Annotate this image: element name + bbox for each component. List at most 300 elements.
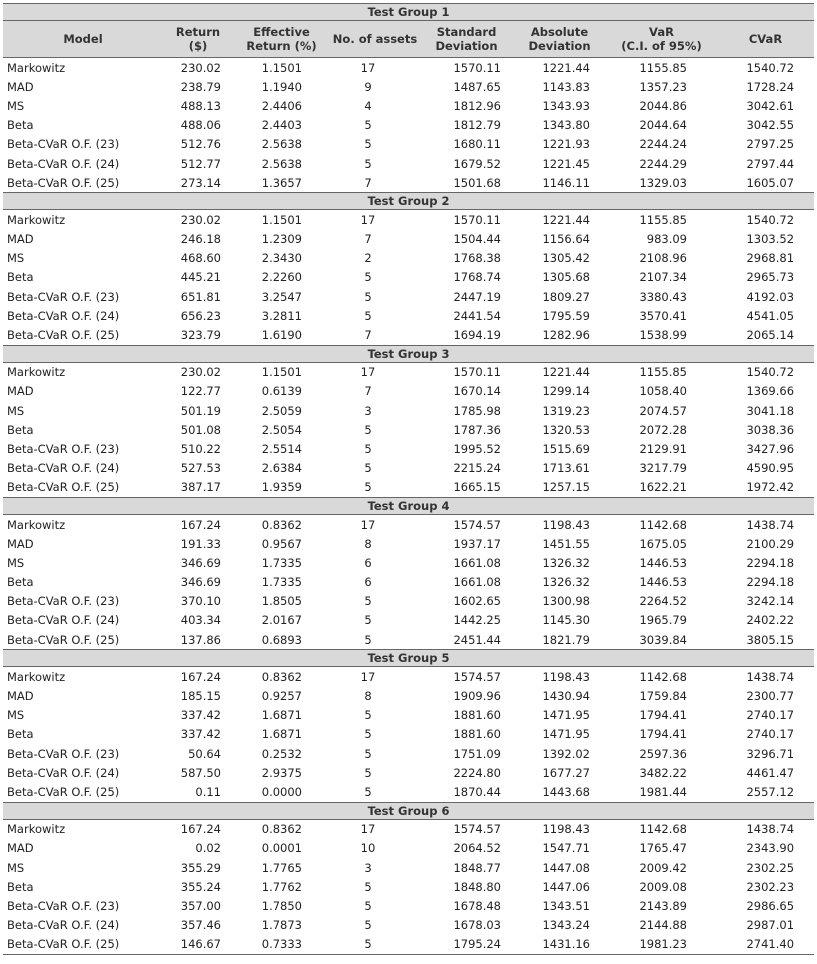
header-line: Deviation (435, 39, 498, 53)
model-cell: Beta-CVaR O.F. (24) (7, 613, 120, 628)
table-row (3, 877, 814, 896)
std-dev-cell: 1574.57 (453, 517, 501, 532)
table-row (3, 744, 814, 763)
var-cell: 1794.41 (639, 708, 687, 723)
model-cell: Markowitz (7, 517, 66, 532)
std-dev-cell: 1574.57 (453, 822, 501, 837)
model-cell: Beta-CVaR O.F. (24) (7, 308, 120, 323)
num-assets-cell: 5 (364, 461, 372, 476)
return-cell: 355.24 (180, 879, 221, 894)
effective-return-cell: 2.9375 (261, 765, 302, 780)
abs-dev-cell: 1326.32 (542, 575, 590, 590)
return-cell: 501.19 (180, 403, 221, 418)
model-cell: Beta-CVaR O.F. (23) (7, 746, 120, 761)
cvar-cell: 2557.12 (717, 782, 814, 802)
model-cell: Beta-CVaR O.F. (24) (7, 461, 120, 476)
table-row (3, 896, 814, 915)
group-title-row (3, 193, 814, 210)
num-assets-cell: 10 (360, 841, 376, 856)
num-assets-cell: 5 (364, 746, 372, 761)
effective-return-cell: 0.8362 (261, 822, 302, 837)
var-cell: 983.09 (646, 232, 687, 247)
return-cell: 346.69 (180, 575, 221, 590)
var-cell: 3482.22 (639, 765, 687, 780)
cvar-cell: 1972.42 (717, 478, 814, 498)
return-cell: 510.22 (180, 441, 221, 456)
abs-dev-cell: 1305.68 (542, 270, 590, 285)
num-assets-cell: 9 (364, 79, 372, 94)
effective-return-cell: 2.3430 (261, 251, 302, 266)
num-assets-cell: 5 (364, 422, 372, 437)
num-assets-cell: 6 (364, 575, 372, 590)
std-dev-cell: 1937.17 (453, 536, 501, 551)
abs-dev-cell: 1221.44 (542, 60, 590, 75)
return-cell: 357.00 (180, 898, 221, 913)
std-dev-cell: 1909.96 (453, 689, 501, 704)
abs-dev-cell: 1326.32 (542, 555, 590, 570)
return-cell: 656.23 (180, 308, 221, 323)
table-body (3, 4, 814, 955)
num-assets-cell: 5 (364, 118, 372, 133)
std-dev-cell: 1661.08 (453, 575, 501, 590)
var-cell: 1142.68 (639, 822, 687, 837)
abs-dev-cell: 1221.44 (542, 365, 590, 380)
return-cell: 50.64 (188, 746, 221, 761)
var-cell: 1446.53 (639, 555, 687, 570)
cvar-cell: 3042.61 (746, 98, 795, 113)
effective-return-cell: 1.9359 (233, 478, 330, 498)
model-cell: Markowitz (7, 60, 66, 75)
num-assets-cell: 5 (364, 441, 372, 456)
cvar-cell: 2741.40 (717, 935, 814, 955)
table-row (3, 630, 814, 650)
table-row (3, 401, 814, 420)
num-assets-cell: 8 (364, 536, 372, 551)
var-cell: 1155.85 (639, 212, 687, 227)
var-cell: 2044.86 (639, 98, 687, 113)
cvar-cell: 1540.72 (746, 365, 795, 380)
cvar-cell: 2987.01 (746, 918, 795, 933)
return-cell: 387.17 (163, 478, 233, 498)
num-assets-cell: 17 (360, 669, 376, 684)
model-cell: Beta (7, 118, 34, 133)
abs-dev-cell: 1515.69 (542, 441, 590, 456)
abs-dev-cell: 1471.95 (542, 727, 590, 742)
header-line: Return (%) (246, 39, 317, 53)
cvar-cell: 2065.14 (717, 325, 814, 345)
std-dev-cell: 1504.44 (453, 232, 501, 247)
group-title: Test Group 5 (3, 650, 814, 667)
effective-return-cell: 0.6139 (261, 384, 302, 399)
model-cell: Markowitz (7, 212, 66, 227)
cvar-cell: 2797.44 (746, 156, 795, 171)
var-cell: 1622.21 (606, 478, 717, 498)
model-cell: Beta-CVaR O.F. (23) (7, 898, 120, 913)
cvar-cell: 2294.18 (746, 555, 795, 570)
header-line: Effective (253, 25, 310, 39)
var-cell: 2072.28 (639, 422, 687, 437)
return-cell: 346.69 (180, 555, 221, 570)
table-row (3, 325, 814, 345)
std-dev-cell: 1694.19 (420, 325, 513, 345)
num-assets-cell: 7 (364, 232, 372, 247)
std-dev-cell: 1442.25 (453, 613, 501, 628)
cvar-cell: 2402.22 (746, 613, 795, 628)
effective-return-cell: 1.6871 (261, 727, 302, 742)
return-cell: 0.02 (195, 841, 221, 856)
var-cell: 3380.43 (639, 289, 687, 304)
abs-dev-cell: 1320.53 (542, 422, 590, 437)
var-cell: 3570.41 (639, 308, 687, 323)
cvar-cell: 3038.36 (746, 422, 795, 437)
model-cell: Beta (7, 270, 34, 285)
table-row (3, 553, 814, 572)
model-cell: Beta-CVaR O.F. (23) (7, 289, 120, 304)
group-title-row (3, 497, 814, 514)
abs-dev-cell: 1392.02 (542, 746, 590, 761)
num-assets-cell: 8 (364, 689, 372, 704)
group-title: Test Group 1 (3, 4, 814, 21)
abs-dev-cell: 1198.43 (542, 517, 590, 532)
model-cell: Markowitz (7, 365, 66, 380)
cvar-cell: 2965.73 (746, 270, 795, 285)
var-cell: 2074.57 (639, 403, 687, 418)
group-title-row (3, 802, 814, 819)
effective-return-cell: 0.9567 (261, 536, 302, 551)
group-title: Test Group 4 (3, 497, 814, 514)
table-row (3, 686, 814, 705)
effective-return-cell: 1.7762 (261, 879, 302, 894)
return-cell: 185.15 (180, 689, 221, 704)
cvar-cell: 3042.55 (746, 118, 795, 133)
return-cell: 337.42 (180, 708, 221, 723)
model-cell: Beta (7, 422, 34, 437)
std-dev-cell: 2224.80 (453, 765, 501, 780)
model-cell: MS (7, 403, 25, 418)
header-line: Return (175, 25, 221, 39)
abs-dev-cell: 1443.68 (513, 782, 606, 802)
abs-dev-cell: 1257.15 (513, 478, 606, 498)
var-cell: 1794.41 (639, 727, 687, 742)
group-title-row (3, 4, 814, 21)
std-dev-header (420, 21, 513, 58)
std-dev-cell: 1768.74 (453, 270, 501, 285)
table-row (3, 116, 814, 135)
var-cell: 1142.68 (639, 517, 687, 532)
effective-return-cell: 2.2260 (261, 270, 302, 285)
return-cell: 337.42 (180, 727, 221, 742)
effective-return-cell: 3.2811 (261, 308, 302, 323)
return-cell: 167.24 (180, 822, 221, 837)
abs-dev-cell: 1809.27 (542, 289, 590, 304)
return-cell: 323.79 (163, 325, 233, 345)
header-line: (C.I. of 95%) (621, 39, 702, 53)
effective-return-header (233, 21, 330, 58)
cvar-cell: 2968.81 (746, 251, 795, 266)
cvar-cell: 3242.14 (746, 594, 795, 609)
cvar-cell: 3805.15 (717, 630, 814, 650)
num-assets-cell: 17 (360, 517, 376, 532)
num-assets-cell: 5 (364, 898, 372, 913)
table-row (3, 173, 814, 193)
cvar-cell: 2302.23 (746, 879, 795, 894)
var-header (606, 21, 717, 58)
effective-return-cell: 1.6190 (233, 325, 330, 345)
cvar-cell: 1605.07 (717, 173, 814, 193)
std-dev-cell: 1812.96 (453, 98, 501, 113)
cvar-cell: 1728.24 (746, 79, 795, 94)
abs-dev-cell: 1343.24 (542, 918, 590, 933)
effective-return-cell: 2.5638 (261, 137, 302, 152)
table-row (3, 306, 814, 325)
effective-return-cell: 1.8505 (261, 594, 302, 609)
std-dev-cell: 1785.98 (453, 403, 501, 418)
effective-return-cell: 2.4406 (261, 98, 302, 113)
num-assets-cell: 5 (364, 156, 372, 171)
model-cell: Beta-CVaR O.F. (25) (3, 782, 163, 802)
abs-dev-cell: 1143.83 (542, 79, 590, 94)
return-cell: 246.18 (180, 232, 221, 247)
return-cell: 230.02 (180, 365, 221, 380)
model-cell: Beta-CVaR O.F. (25) (3, 478, 163, 498)
return-cell: 512.76 (180, 137, 221, 152)
abs-dev-cell: 1198.43 (542, 822, 590, 837)
return-cell: 651.81 (180, 289, 221, 304)
effective-return-cell: 1.1940 (261, 79, 302, 94)
std-dev-cell: 2215.24 (453, 461, 501, 476)
model-cell: Beta-CVaR O.F. (23) (7, 441, 120, 456)
model-cell: Beta-CVaR O.F. (25) (3, 630, 163, 650)
effective-return-cell: 1.7335 (261, 575, 302, 590)
cvar-cell: 3296.71 (746, 746, 795, 761)
var-cell: 2597.36 (639, 746, 687, 761)
group-title: Test Group 2 (3, 193, 814, 210)
model-cell: MS (7, 98, 25, 113)
abs-dev-cell: 1471.95 (542, 708, 590, 723)
cvar-cell: 2302.25 (746, 860, 795, 875)
table-row (3, 459, 814, 478)
return-cell: 587.50 (180, 765, 221, 780)
num-assets-cell: 5 (330, 630, 420, 650)
var-cell: 1155.85 (639, 365, 687, 380)
table-row (3, 362, 814, 382)
return-cell: 527.53 (180, 461, 221, 476)
std-dev-cell: 2451.44 (420, 630, 513, 650)
abs-dev-cell: 1221.44 (542, 212, 590, 227)
model-cell: Beta-CVaR O.F. (25) (3, 935, 163, 955)
group-title: Test Group 6 (3, 802, 814, 819)
cvar-cell: 1540.72 (746, 60, 795, 75)
std-dev-cell: 1501.68 (420, 173, 513, 193)
cvar-cell: 2100.29 (746, 536, 795, 551)
num-assets-cell: 5 (364, 708, 372, 723)
return-cell: 230.02 (180, 60, 221, 75)
model-header (3, 21, 163, 58)
table-row (3, 573, 814, 592)
return-cell: 403.34 (180, 613, 221, 628)
table-row (3, 96, 814, 115)
std-dev-cell: 1795.24 (420, 935, 513, 955)
var-cell: 1446.53 (639, 575, 687, 590)
num-assets-cell: 5 (330, 478, 420, 498)
table-row (3, 763, 814, 782)
var-cell: 2009.08 (639, 879, 687, 894)
cvar-cell: 4541.05 (746, 308, 795, 323)
cvar-cell: 4461.47 (746, 765, 795, 780)
abs-dev-cell: 1319.23 (542, 403, 590, 418)
num-assets-cell: 5 (364, 308, 372, 323)
model-cell: Beta-CVaR O.F. (24) (7, 918, 120, 933)
std-dev-cell: 1787.36 (453, 422, 501, 437)
num-assets-cell: 6 (364, 555, 372, 570)
table-row (3, 268, 814, 287)
return-cell: 445.21 (180, 270, 221, 285)
table-row (3, 58, 814, 78)
std-dev-cell: 1881.60 (453, 727, 501, 742)
header-line: VaR (649, 25, 674, 39)
effective-return-cell: 0.0001 (261, 841, 302, 856)
num-assets-cell: 5 (364, 918, 372, 933)
cvar-cell: 1438.74 (746, 517, 795, 532)
var-cell: 3039.84 (606, 630, 717, 650)
model-cell: MAD (7, 689, 34, 704)
var-cell: 1538.99 (606, 325, 717, 345)
num-assets-cell: 5 (364, 270, 372, 285)
num-assets-cell: 5 (330, 935, 420, 955)
cvar-cell: 2797.25 (746, 137, 795, 152)
var-cell: 1981.44 (606, 782, 717, 802)
num-assets-cell: 17 (360, 365, 376, 380)
return-cell: 137.86 (163, 630, 233, 650)
std-dev-cell: 1570.11 (453, 365, 501, 380)
num-assets-cell: 17 (360, 212, 376, 227)
var-cell: 2009.42 (639, 860, 687, 875)
cvar-cell: 2343.90 (746, 841, 795, 856)
model-cell: MS (7, 251, 25, 266)
table-row (3, 858, 814, 877)
num-assets-cell: 2 (364, 251, 372, 266)
return-cell: 512.77 (180, 156, 221, 171)
group-title-row (3, 345, 814, 362)
num-assets-cell: 3 (364, 403, 372, 418)
effective-return-cell: 3.2547 (261, 289, 302, 304)
table-row (3, 77, 814, 96)
std-dev-cell: 1570.11 (453, 212, 501, 227)
effective-return-cell: 0.0000 (233, 782, 330, 802)
effective-return-cell: 1.1501 (261, 60, 302, 75)
effective-return-cell: 1.3657 (233, 173, 330, 193)
model-cell: MAD (7, 536, 34, 551)
var-cell: 2143.89 (639, 898, 687, 913)
model-cell: MS (7, 860, 25, 875)
results-table (3, 3, 814, 955)
model-cell: MAD (7, 384, 34, 399)
var-cell: 2108.96 (639, 251, 687, 266)
table-row (3, 478, 814, 498)
num-assets-cell: 5 (364, 765, 372, 780)
var-cell: 2107.34 (639, 270, 687, 285)
table-row (3, 592, 814, 611)
std-dev-cell: 2064.52 (453, 841, 501, 856)
table-row (3, 287, 814, 306)
model-cell: Beta-CVaR O.F. (25) (3, 173, 163, 193)
std-dev-cell: 1680.11 (453, 137, 501, 152)
effective-return-cell: 0.8362 (261, 517, 302, 532)
table-row (3, 249, 814, 268)
return-cell: 357.46 (180, 918, 221, 933)
effective-return-cell: 2.5638 (261, 156, 302, 171)
return-cell: 167.24 (180, 517, 221, 532)
effective-return-cell: 0.9257 (261, 689, 302, 704)
abs-dev-cell: 1282.96 (513, 325, 606, 345)
effective-return-cell: 2.5054 (261, 422, 302, 437)
effective-return-cell: 1.1501 (261, 365, 302, 380)
cvar-cell: 2986.65 (746, 898, 795, 913)
effective-return-cell: 2.5059 (261, 403, 302, 418)
table-row (3, 230, 814, 249)
abs-dev-cell: 1146.11 (513, 173, 606, 193)
effective-return-cell: 1.6871 (261, 708, 302, 723)
std-dev-cell: 1678.48 (453, 898, 501, 913)
effective-return-cell: 1.7335 (261, 555, 302, 570)
var-cell: 1142.68 (639, 669, 687, 684)
table-row (3, 667, 814, 687)
std-dev-cell: 1670.14 (453, 384, 501, 399)
cvar-cell: 2300.77 (746, 689, 795, 704)
effective-return-cell: 2.4403 (261, 118, 302, 133)
return-cell: 191.33 (180, 536, 221, 551)
table-row (3, 839, 814, 858)
model-cell: MAD (7, 79, 34, 94)
return-cell: 273.14 (163, 173, 233, 193)
std-dev-cell: 1812.79 (453, 118, 501, 133)
var-cell: 2144.88 (639, 918, 687, 933)
var-cell: 2044.64 (639, 118, 687, 133)
num-assets-header (330, 21, 420, 58)
abs-dev-cell: 1547.71 (542, 841, 590, 856)
table-row (3, 725, 814, 744)
cvar-cell: 2740.17 (746, 708, 795, 723)
return-cell: 355.29 (180, 860, 221, 875)
group-title-row (3, 650, 814, 667)
var-cell: 2244.29 (639, 156, 687, 171)
model-cell: MS (7, 708, 25, 723)
var-cell: 1759.84 (639, 689, 687, 704)
cvar-cell: 2294.18 (746, 575, 795, 590)
return-header (163, 21, 233, 58)
model-cell: Beta-CVaR O.F. (23) (7, 594, 120, 609)
std-dev-cell: 1848.80 (453, 879, 501, 894)
effective-return-cell: 2.0167 (261, 613, 302, 628)
table-row (3, 154, 814, 173)
effective-return-cell: 0.6893 (233, 630, 330, 650)
abs-dev-cell: 1156.64 (542, 232, 590, 247)
num-assets-cell: 7 (364, 384, 372, 399)
header-line: ($) (188, 39, 208, 53)
std-dev-cell: 1679.52 (453, 156, 501, 171)
header-line: Deviation (528, 39, 591, 53)
effective-return-cell: 0.2532 (261, 746, 302, 761)
effective-return-cell: 0.8362 (261, 669, 302, 684)
model-cell: MAD (7, 232, 34, 247)
cvar-cell: 4192.03 (746, 289, 795, 304)
table-row (3, 916, 814, 935)
std-dev-cell: 1570.11 (453, 60, 501, 75)
abs-dev-cell: 1795.59 (542, 308, 590, 323)
table-row (3, 706, 814, 725)
model-cell: Markowitz (7, 669, 66, 684)
table-row (3, 782, 814, 802)
